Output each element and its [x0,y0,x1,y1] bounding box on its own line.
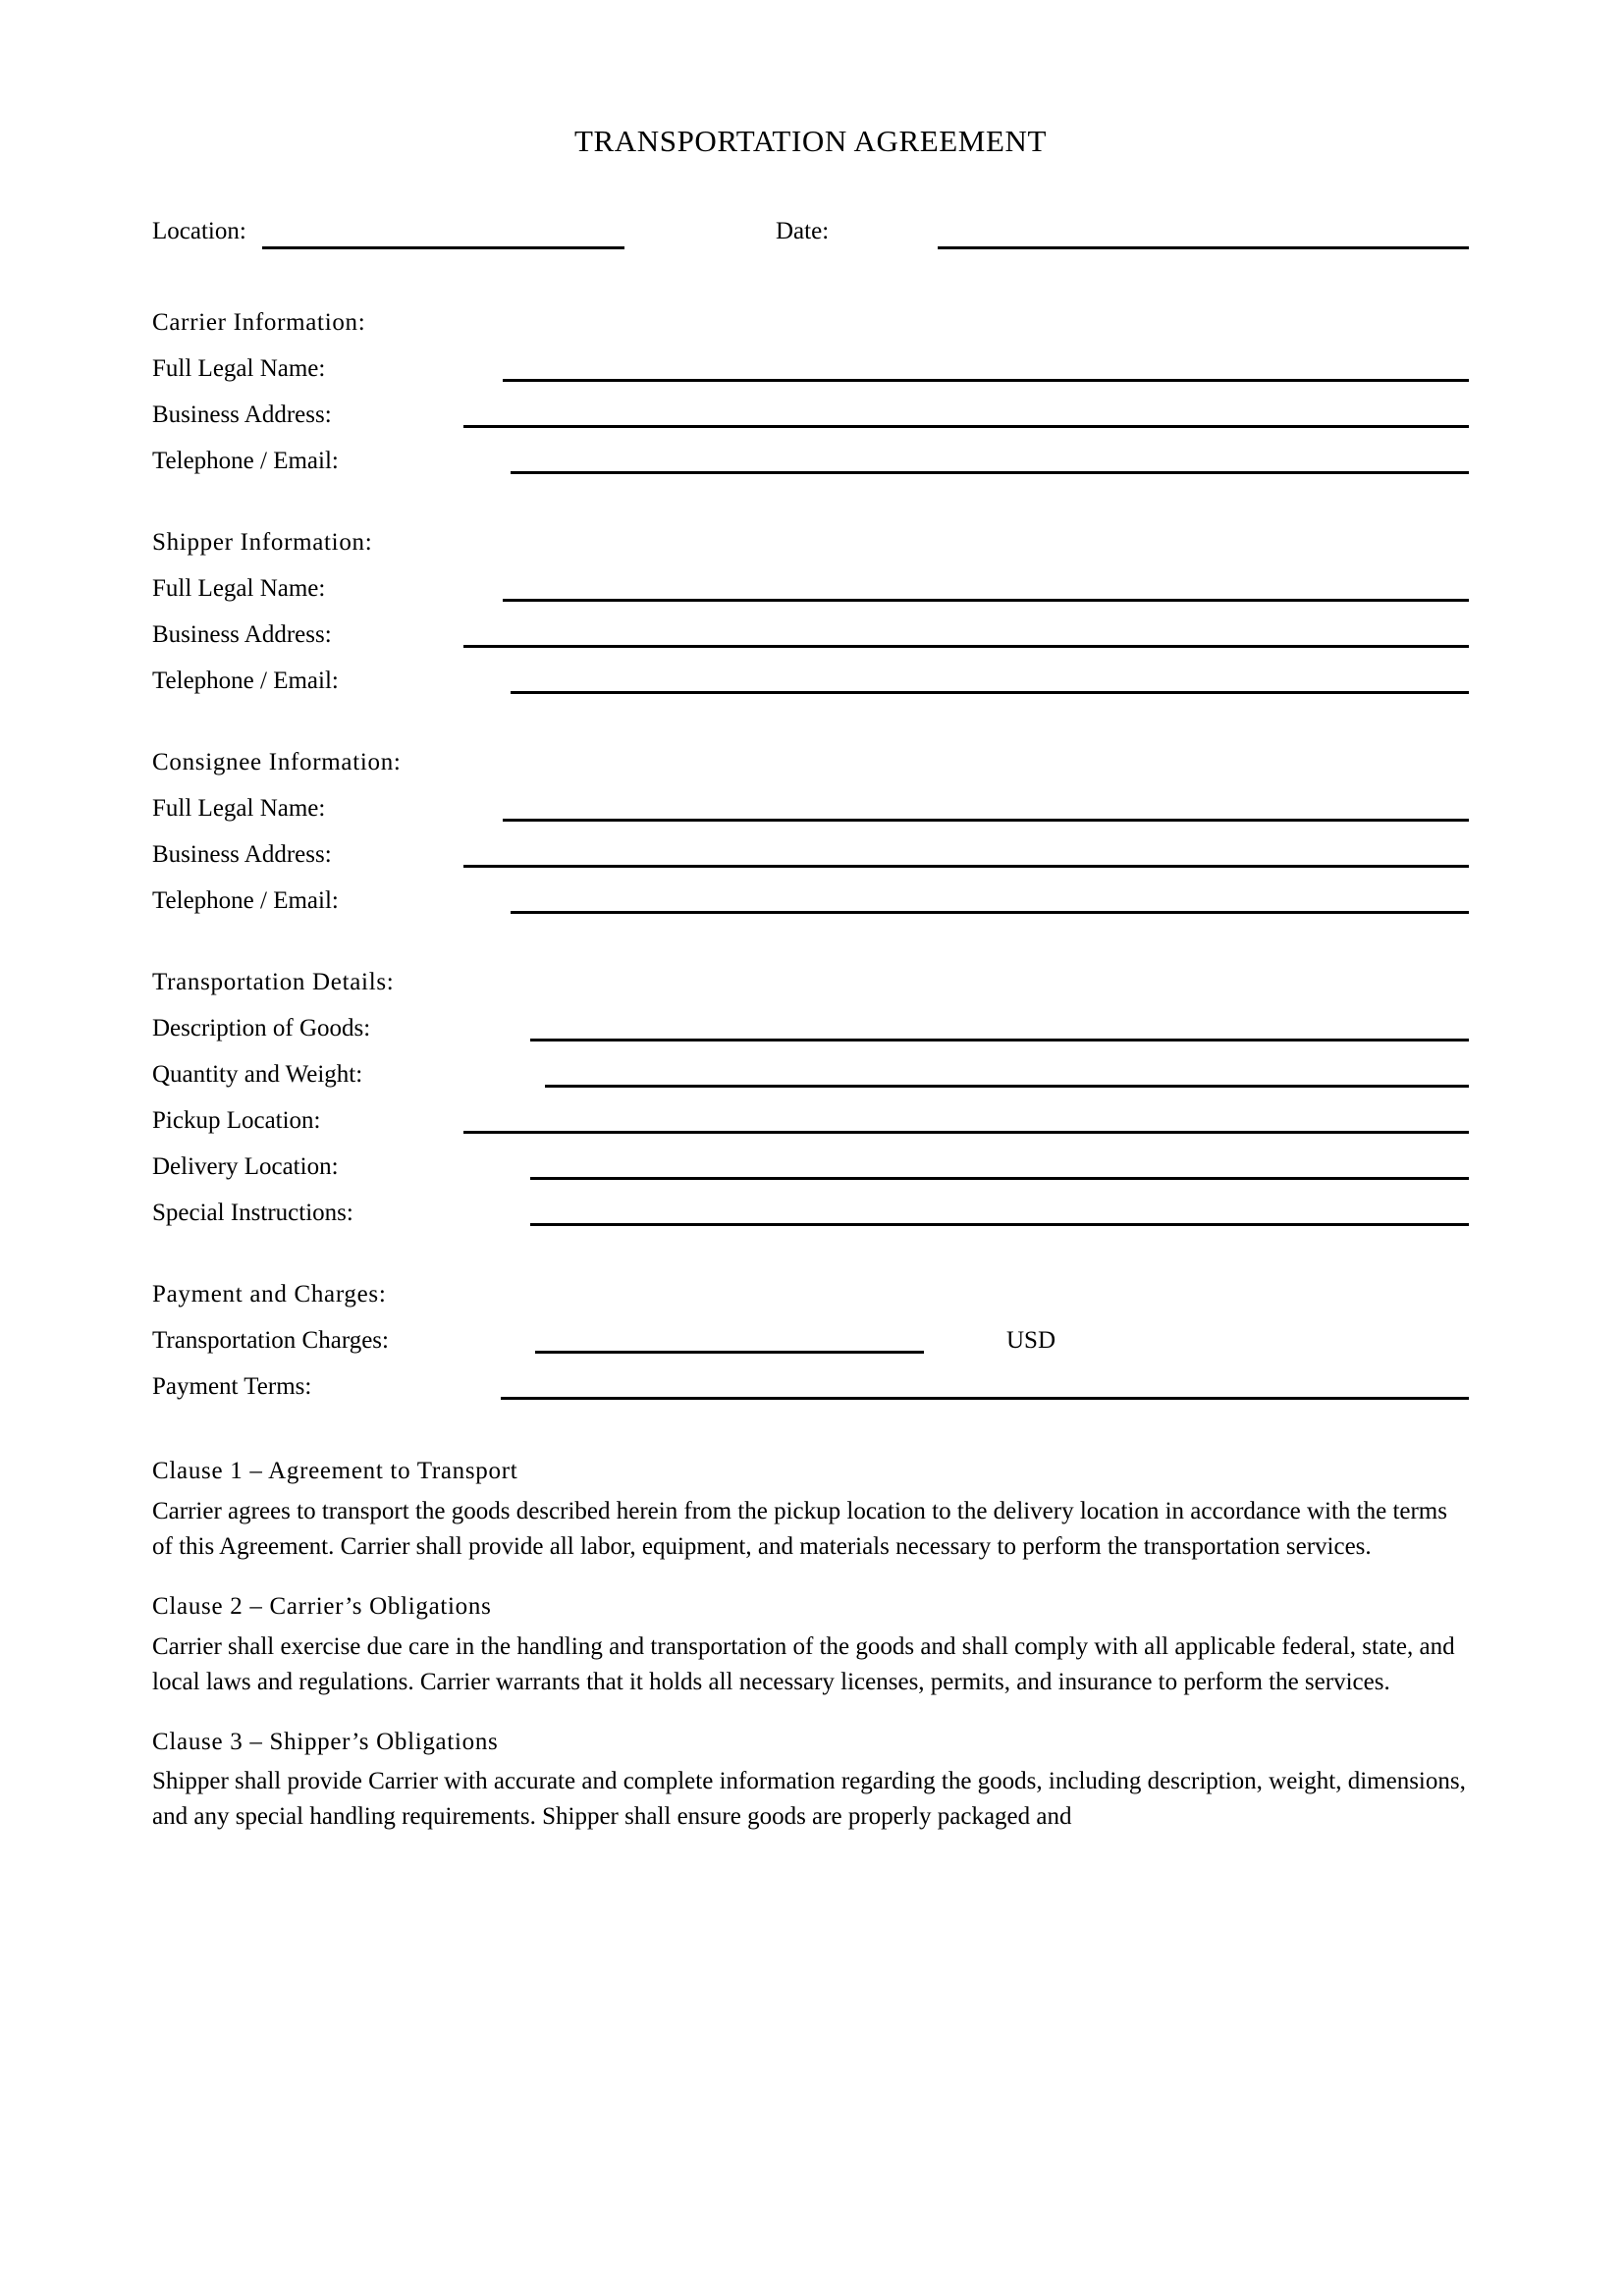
field-input[interactable] [511,691,1469,694]
field-transportation-charges [152,1317,1469,1363]
field-input[interactable] [511,471,1469,474]
spacer [152,924,1469,959]
field-input[interactable] [463,645,1469,648]
field-shipper-business-address [152,612,1469,658]
field-label: Special Instructions: [152,1200,353,1227]
field-label: Full Legal Name: [152,355,326,383]
location-date-row [152,206,1469,257]
field-input[interactable] [530,1177,1469,1180]
field-shipper-full-legal-name [152,565,1469,612]
field-label: Pickup Location: [152,1107,321,1135]
clause-2 [152,1590,1469,1700]
field-input[interactable] [535,1351,924,1354]
field-consignee-telephone-email [152,878,1469,924]
field-label: Full Legal Name: [152,795,326,823]
field-label: Full Legal Name: [152,575,326,603]
field-pickup-location [152,1097,1469,1144]
section-consignee-information [152,739,1469,924]
spacer [152,484,1469,519]
clause-title: Clause 2 – Carrier’s Obligations [152,1592,492,1620]
field-input[interactable] [511,911,1469,914]
location-input[interactable] [262,246,624,249]
field-label: Business Address: [152,401,332,429]
field-input[interactable] [503,599,1469,602]
field-special-instructions [152,1190,1469,1236]
document-body [152,0,1469,1860]
section-carrier-information [152,299,1469,484]
field-description-of-goods [152,1005,1469,1051]
field-label: Business Address: [152,621,332,649]
field-input[interactable] [503,379,1469,382]
field-quantity-and-weight [152,1051,1469,1097]
field-shipper-telephone-email [152,658,1469,704]
field-label: Delivery Location: [152,1153,339,1181]
section-heading-payment-and-charges: Payment and Charges: [152,1281,387,1308]
clause-title: Clause 3 – Shipper’s Obligations [152,1728,499,1755]
clause-1 [152,1455,1469,1565]
field-carrier-full-legal-name [152,346,1469,392]
spacer [152,1236,1469,1271]
field-label: Transportation Charges: [152,1327,389,1355]
clause-title: Clause 1 – Agreement to Transport [152,1458,518,1485]
section-transportation-details [152,959,1469,1236]
section-heading-consignee: Consignee Information: [152,749,402,776]
field-input[interactable] [463,865,1469,868]
spacer [152,257,1469,299]
field-input[interactable] [503,819,1469,822]
spacer [152,704,1469,739]
field-consignee-business-address [152,831,1469,878]
field-input[interactable] [530,1039,1469,1041]
field-input[interactable] [545,1085,1469,1088]
section-shipper-information [152,519,1469,704]
field-label: Telephone / Email: [152,448,339,475]
field-label: Description of Goods: [152,1015,371,1042]
date-input[interactable] [938,246,1469,249]
clause-3 [152,1726,1469,1836]
currency-label: USD [1006,1327,1056,1355]
field-input[interactable] [463,425,1469,428]
field-input[interactable] [530,1223,1469,1226]
field-label: Quantity and Weight: [152,1061,363,1089]
field-label: Telephone / Email: [152,887,339,915]
section-heading-carrier: Carrier Information: [152,309,366,337]
field-label: Payment Terms: [152,1373,312,1401]
field-consignee-full-legal-name [152,785,1469,831]
page-title: TRANSPORTATION AGREEMENT [573,124,1048,158]
field-input[interactable] [463,1131,1469,1134]
location-label: Location: [152,218,246,245]
clause-body: Carrier agrees to transport the goods described herein from the pickup location to the delivery location in accordance with the terms of this Agreement. Carrier shall provide all labor, equipment, and materials necessary to perform the transportation services. [152,1497,1447,1560]
field-carrier-telephone-email [152,438,1469,484]
field-input[interactable] [501,1397,1469,1400]
date-label: Date: [776,218,830,245]
clauses-list [152,1455,1469,1835]
field-carrier-business-address [152,392,1469,438]
clause-body: Carrier shall exercise due care in the handling and transportation of the goods and shall comply with all applicable federal, state, and local laws and regulations. Carrier warrants that it holds all necessary licenses, permits, and insurance to perform the services. [152,1632,1455,1695]
clause-body: Shipper shall provide Carrier with accurate and complete information regarding the goods, including description, weight, dimensions, and any special handling requirements. Shipper shall ensure goods are properly packaged and [152,1768,1466,1831]
field-payment-terms [152,1363,1469,1410]
section-heading-transportation-details: Transportation Details: [152,969,395,996]
field-delivery-location [152,1144,1469,1190]
field-label: Telephone / Email: [152,667,339,695]
section-payment-and-charges [152,1271,1469,1410]
field-label: Business Address: [152,841,332,869]
section-heading-shipper: Shipper Information: [152,529,373,557]
